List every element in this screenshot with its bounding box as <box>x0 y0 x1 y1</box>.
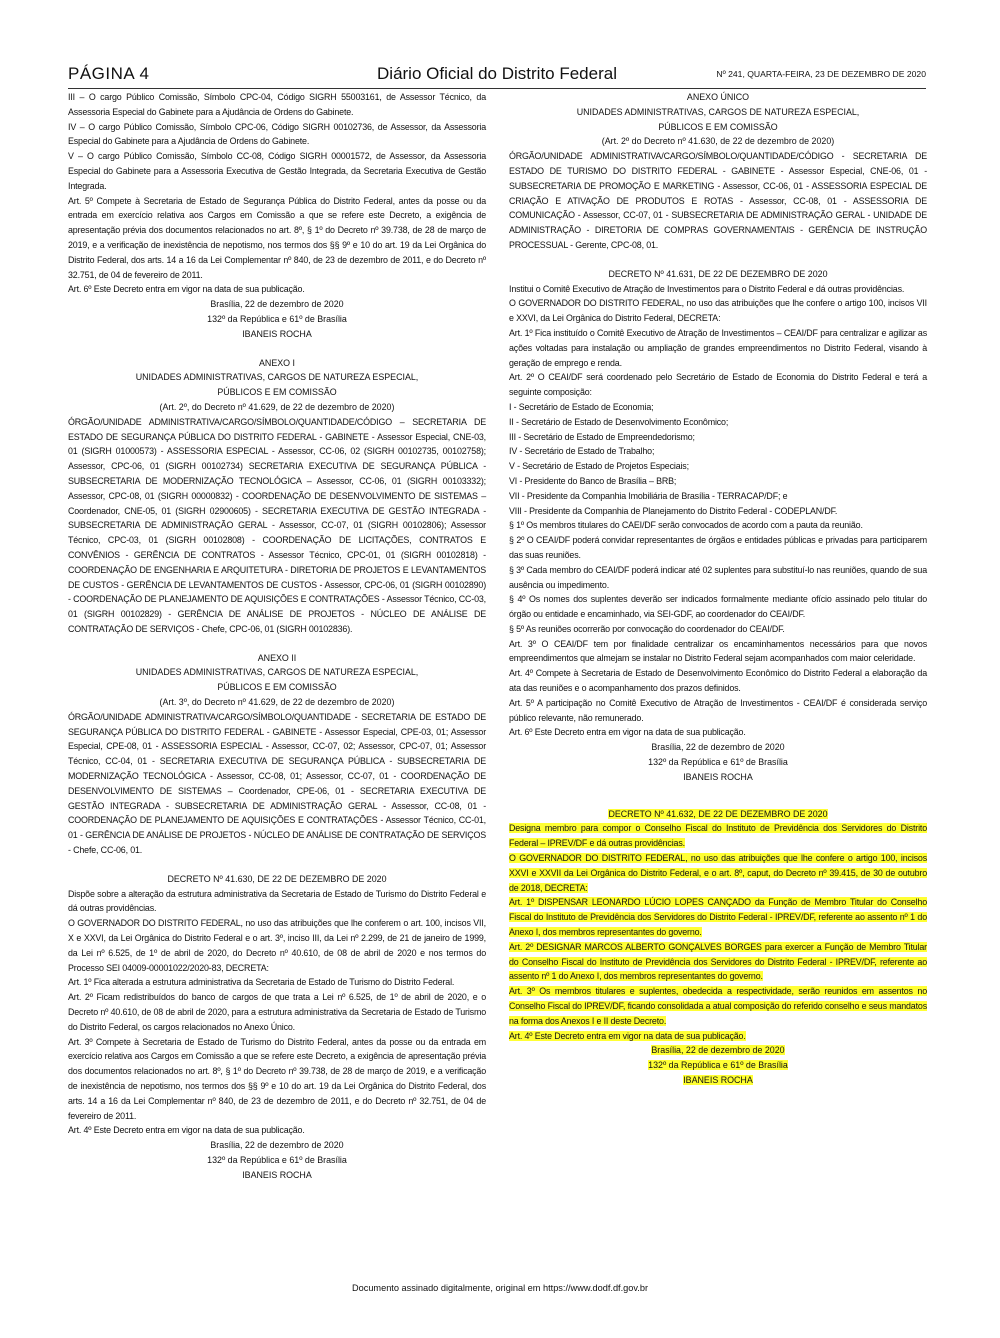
paragraph: Institui o Comitê Executivo de Atração de Investimentos para o Distrito Federal e dá outras providências. <box>509 283 905 294</box>
signature-name: IBANEIS ROCHA <box>242 328 312 339</box>
list-item: V - Secretário de Estado de Projetos Especiais; <box>509 461 689 472</box>
page-number: PÁGINA 4 <box>68 64 150 83</box>
signature-name <box>509 1073 927 1088</box>
annex-body: ÓRGÃO/UNIDADE ADMINISTRATIVA/CARGO/SÍMBOLO/QUANTIDADE/CÓDIGO - SECRETARIA DE ESTADO DE TURISMO DO DISTRITO FEDERAL - GABINETE - Assessor Especial, CNE-06, 01 - SUBSECRETARIA DE PROMOÇÃO E MARKETING - Assessor, CC-06, 01 - ASSESSORIA ESPECIAL DE CRIAÇÃO E ATIVAÇÃO DE PRODUTOS E ROTAS - Assessor, CC-08, 01 - ASSESSORIA DE COMUNICAÇÃO - Assessor, CC-07, 01 - SUBSECRETARIA DE ADMINISTRAÇÃO GERAL - UNIDADE DE ADMINISTRAÇÃO - DIRETORIA DE COMPRAS GOVERNAMENTAIS - GERÊNCIA DE INSTRUÇÃO PROCESSUAL - Gerente, CPC-08, 01. <box>509 151 927 250</box>
paragraph: § 4º Os nomes dos suplentes deverão ser indicados formalmente mediante ofício assinado pelo titular do órgão ou entidade e encaminhado, via SEI-GDF, ao coordenador do CEAI/DF. <box>509 594 927 620</box>
signature-place-date: Brasília, 22 de dezembro de 2020 <box>651 742 785 753</box>
signature-place-date: Brasília, 22 de dezembro de 2020 <box>210 299 344 310</box>
paragraph: Art. 6º Este Decreto entra em vigor na data de sua publicação. <box>68 284 305 295</box>
highlighted-text: Art. 4º Este Decreto entra em vigor na data de sua publicação. <box>509 1030 746 1041</box>
right-column <box>509 90 927 1088</box>
annex-reference: (Art. 3º, do Decreto nº 41.629, de 22 de dezembro de 2020) <box>159 697 395 708</box>
annex-body: ÓRGÃO/UNIDADE ADMINISTRATIVA/CARGO/SÍMBOLO/QUANTIDADE/CÓDIGO – SECRETARIA DE ESTADO DE SEGURANÇA PÚBLICA DO DISTRITO FEDERAL - GABINETE - Assessor Especial, CNE-03, 01 (SIGRH 01000573) - ASSESSORIA ESPECIAL - Assessor, CC-06, 02 (SIGRH 00102735, 00102758); Assessor, CPC-06, 01 (SIGRH 00102734) SECRETARIA EXECUTIVA DE SEGURANÇA PÚBLICA - SUBSECRETARIA DE MODERNIZAÇÃO TECNOLÓGICA – Assessor, CC-06, 01 (SIGRH 00103332); Assessor, CPC-08, 01 (SIGRH 00000832) - COORDENAÇÃO DE DESENVOLVIMENTO DE SISTEMAS – Coordenador, CNE-05, 01 (SIGRH 02900605) - SECRETARIA EXECUTIVA DE GESTÃO INTEGRADA - SUBSECRETARIA DE ADMINISTRAÇÃO GERAL - Assessor, CC-07, 01 (SIGRH 00102806); Assessor Técnico, CPC-03, 01 (SIGRH 00102808) - COORDENAÇÃO DE LICITAÇÕES, CONTRATOS E CONVÊNIOS - GERÊNCIA DE CONTRATOS - Assessor Técnico, CPC-01, 01 (SIGRH 00102818) - COORDENAÇÃO DE ENGENHARIA E ARQUITETURA - DIRETORIA DE PROJETOS E LEVANTAMENTOS DE CUSTOS - GERÊNCIA DE LEVANTAMENTOS DE CUSTOS - Assessor, CPC-06, 01 (SIGRH 00102890) - COORDENAÇÃO DE PLANEJAMENTO DE AQUISIÇÕES E CONTRATAÇÕES - Assessor Técnico, CC-03, 01 (SIGRH 00102829) - GERÊNCIA DE ANÁLISE DE PROJETOS - NÚCLEO DE ANÁLISE DE CONTRATAÇÃO DE SERVIÇOS - Chefe, CPC-06, 01 (SIGRH 00102836). <box>68 416 486 634</box>
paragraph: Dispõe sobre a alteração da estrutura administrativa da Secretaria de Estado de Turismo do Distrito Federal e dá outras providências. <box>68 888 486 914</box>
left-column <box>68 90 486 1183</box>
signature-era: 132º da República e 61º de Brasília <box>207 1154 347 1165</box>
paragraph: O GOVERNADOR DO DISTRITO FEDERAL, no uso das atribuições que lhe conferem o art. 100, incisos VII, X e XXVI, da Lei Orgânica do Distrito Federal e o art. 3º, inciso III, da Lei nº 2.299, de 21 de janeiro de 1999, da Lei nº 6.525, de 1º de abril de 2020, do Decreto nº 40.610, de 08 de abril de 2020 e nos termos do Processo SEI 04009-00001022/2020-83, DECRETA: <box>68 918 486 973</box>
highlighted-paragraph <box>509 940 927 984</box>
signature-era: 132º da República e 61º de Brasília <box>207 313 347 324</box>
decree-title <box>509 807 927 822</box>
signature-place-date <box>509 1043 927 1058</box>
paragraph: O GOVERNADOR DO DISTRITO FEDERAL, no uso das atribuições que lhe confere o artigo 100, incisos VII e XXVI, da Lei Orgânica do Distrito Federal, DECRETA: <box>509 298 927 324</box>
highlighted-text: IBANEIS ROCHA <box>683 1075 753 1085</box>
annex-title: ANEXO ÚNICO <box>686 92 750 102</box>
paragraph: § 5º As reuniões ocorrerão por convocação do coordenador do CEAI/DF. <box>509 623 785 634</box>
paragraph: Art. 1º Fica alterada a estrutura administrativa da Secretaria de Estado de Turismo do Distrito Federal. <box>68 977 455 988</box>
highlighted-text: DECRETO Nº 41.632, DE 22 DE DEZEMBRO DE 2020 <box>608 808 828 819</box>
annex-title: ANEXO II <box>257 652 297 663</box>
paragraph: § 3º Cada membro do CEAI/DF poderá indicar até 02 suplentes para substituí-lo nas reuniões, quando de sua ausência ou impedimento. <box>509 564 927 590</box>
paragraph: Art. 5º A participação no Comitê Executivo de Atração de Investimentos - CEAI/DF é considerada serviço público relevante, não remunerado. <box>509 697 927 723</box>
highlighted-text: Art. 1º DISPENSAR LEONARDO LÚCIO LOPES CANÇADO da Função de Membro Titular do Conselho Fiscal do Instituto de Previdência dos Servidores do Distrito Federal - IPREV/DF, referente ao assento nº 1 do Anexo I, dos membros representantes do governo. <box>509 897 927 938</box>
signature-place-date: Brasília, 22 de dezembro de 2020 <box>210 1140 344 1151</box>
list-item: IV - Secretário de Estado de Trabalho; <box>509 446 655 457</box>
paragraph: § 1º Os membros titulares do CAEI/DF serão convocados de acordo com a pauta da reunião. <box>509 520 863 531</box>
paragraph: Art. 4º Este Decreto entra em vigor na data de sua publicação. <box>68 1125 305 1136</box>
signature-name: IBANEIS ROCHA <box>242 1169 312 1180</box>
highlighted-text: Brasília, 22 de dezembro de 2020 <box>651 1045 785 1056</box>
annex-reference: (Art. 2º do Decreto nº 41.630, de 22 de dezembro de 2020) <box>601 136 835 147</box>
paragraph: IV – O cargo Público Comissão, Símbolo CPC-06, Código SIGRH 00102736, de Assessor, da Assessoria Especial do Gabinete para a Ajudância de Ordens do Gabinete. <box>68 121 486 147</box>
highlighted-text: O GOVERNADOR DO DISTRITO FEDERAL, no uso das atribuições que lhe confere o artigo 100, incisos XXVI e XXVII da Lei Orgânica do Distrito Federal, e o art. 8º, caput, do Decreto nº 39.415, de 30 de outubro de 2018, DECRETA: <box>509 853 927 893</box>
paragraph: Art. 5º Compete à Secretaria de Estado de Segurança Pública do Distrito Federal, antes da posse ou da entrada em exercício relativa aos Cargos em Comissão a que se refere este Decreto, a exigência de apresentação prévia dos documentos relacionados no art. 8º, § 1º do Decreto nº 39.738, de 28 de março de 2019, e a verificação de inexistência de nepotismo, nos termos dos §§ 9º e 10 do art. 19 da Lei Orgânica do Distrito Federal, dos arts. 14 a 16 da Lei Complementar nº 840, de 23 de dezembro de 2011, e do Decreto nº 32.751, de 04 de fevereiro de 2011. <box>68 195 486 280</box>
header-rule <box>68 88 926 89</box>
annex-body: ÓRGÃO/UNIDADE ADMINISTRATIVA/CARGO/SÍMBOLO/QUANTIDADE - SECRETARIA DE ESTADO DE SEGURANÇA PÚBLICA DO DISTRITO FEDERAL - GABINETE - Assessor Especial, CPE-03, 01; Assessor Especial, CPE-08, 01 - ASSESSORIA ESPECIAL - Assessor, CC-07, 02; Assessor, CPC-07, 01; Assessor Técnico, CC-04, 01 - SECRETARIA EXECUTIVA DE SEGURANÇA PÚBLICA - SUBSECRETARIA DE MODERNIZAÇÃO TECNOLÓGICA - Assessor, CC-08, 01; Assessor, CC-07, 01 - COORDENAÇÃO DE DESENVOLVIMENTO DE SISTEMAS – Coordenador, CPE-06, 01 - SECRETARIA EXECUTIVA DE GESTÃO INTEGRADA - SUBSECRETARIA DE ADMINISTRAÇÃO GERAL - Assessor, CC-08, 01 - COORDENAÇÃO DE PLANEJAMENTO DE AQUISIÇÕES E CONTRATAÇÕES - Assessor Técnico, CC-01, 01 - GERÊNCIA DE ANÁLISE DE PROJETOS - NÚCLEO DE ANÁLISE DE CONTRATAÇÃO DE SERVIÇOS - Chefe, CC-06, 01. <box>68 711 486 856</box>
list-item: I - Secretário de Estado de Economia; <box>509 401 654 412</box>
annex-reference: (Art. 2º, do Decreto nº 41.629, de 22 de dezembro de 2020) <box>159 401 395 412</box>
list-item: VI - Presidente do Banco de Brasília – BRB; <box>509 475 677 486</box>
paragraph: Art. 3º Compete à Secretaria de Estado de Turismo do Distrito Federal, antes da posse ou da entrada em exercício relativa aos Cargos em Comissão a que se refere este Decreto, a exigência de apresentação prévia dos documentos relacionados no art. 8º, § 1º do Decreto nº 39.738, de 28 de março de 2019, e a verificação de inexistência de nepotismo, nos termos dos §§ 9º e 10 do art. 19 da Lei Orgânica do Distrito Federal, dos arts. 14 a 16 da Lei Complementar nº 840, de 23 de dezembro de 2011, e do Decreto nº 32.751, de 04 de fevereiro de 2011. <box>68 1036 486 1121</box>
signature-name: IBANEIS ROCHA <box>683 771 753 782</box>
decree-title: DECRETO Nº 41.630, DE 22 DE DEZEMBRO DE 2020 <box>167 873 387 884</box>
paragraph: Art. 2º Ficam redistribuídos do banco de cargos de que trata a Lei nº 6.525, de 1º de abril de 2020, e o Decreto nº 40.610, de 08 de abril de 2020, para a estrutura administrativa da Secretaria de Estado de Turismo do Distrito Federal, os cargos relacionados no Anexo Único. <box>68 992 486 1032</box>
highlighted-text: Designa membro para compor o Conselho Fiscal do Instituto de Previdência dos Servidores do Distrito Federal – IPREV/DF e dá outras providências. <box>509 823 927 849</box>
paragraph: V – O cargo Público Comissão, Símbolo CC-08, Código SIGRH 00001572, de Assessor, da Assessoria Especial do Gabinete para a Assessoria Executiva de Gestão Integrada, da Secretaria Executiva de Gestão Integrada. <box>68 151 486 191</box>
paragraph: Art. 2º O CEAI/DF será coordenado pelo Secretário de Estado de Economia do Distrito Federal e terá a seguinte composição: <box>509 372 927 398</box>
annex-subtitle: UNIDADES ADMINISTRATIVAS, CARGOS DE NATUREZA ESPECIAL, <box>135 372 419 383</box>
annex-subtitle: UNIDADES ADMINISTRATIVAS, CARGOS DE NATUREZA ESPECIAL, <box>576 106 860 117</box>
annex-subtitle: UNIDADES ADMINISTRATIVAS, CARGOS DE NATUREZA ESPECIAL, <box>135 667 419 678</box>
page-footer: Documento assinado digitalmente, original em https://www.dodf.df.gov.br <box>351 1283 649 1293</box>
paragraph: Art. 1º Fica instituído o Comitê Executivo de Atração de Investimentos – CEAI/DF para centralizar e agilizar as ações voltadas para instalação ou ampliação de grandes empreendimentos no Distrito Federal, visando à geração de emprego e renda. <box>509 327 927 368</box>
paragraph: Art. 6º Este Decreto entra em vigor na data de sua publicação. <box>509 727 746 738</box>
highlighted-paragraph <box>509 851 927 895</box>
highlighted-text: Art. 2º DESIGNAR MARCOS ALBERTO GONÇALVES BORGES para exercer a Função de Membro Titular do Conselho Fiscal do Instituto de Previdência dos Servidores do Distrito Federal - IPREV/DF, referente ao assento nº 1 do Anexo I, dos membros representantes do governo. <box>509 941 927 982</box>
issue-info: Nº 241, QUARTA-FEIRA, 23 DE DEZEMBRO DE 2020 <box>716 69 926 79</box>
annex-subtitle: PÚBLICOS E EM COMISSÃO <box>217 387 337 398</box>
paragraph: Art. 3º O CEAI/DF tem por finalidade centralizar os encaminhamentos necessários para que novos empreendimentos que almejam se instalar no Distrito Federal sejam acompanhados com maior celeridade. <box>509 638 927 664</box>
signature-era <box>509 1058 927 1073</box>
list-item: II - Secretário de Estado de Desenvolvimento Econômico; <box>509 416 729 427</box>
signature-era: 132º da República e 61º de Brasília <box>648 757 788 768</box>
paragraph: III – O cargo Público Comissão, Símbolo CPC-04, Código SIGRH 55003161, de Assessor Técnico, da Assessoria Especial do Gabinete para a Ajudância de Ordens do Gabinete. <box>68 92 486 117</box>
journal-title: Diário Oficial do Distrito Federal <box>377 64 617 83</box>
decree-title: DECRETO Nº 41.631, DE 22 DE DEZEMBRO DE 2020 <box>608 268 828 279</box>
list-item: III - Secretário de Estado de Empreendedorismo; <box>509 431 695 442</box>
paragraph: Art. 4º Compete à Secretaria de Estado de Desenvolvimento Econômico do Distrito Federal a elaboração da ata das reuniões e o acompanhamento dos prazos definidos. <box>509 668 927 694</box>
highlighted-paragraph <box>509 821 927 851</box>
annex-title: ANEXO I <box>258 357 295 368</box>
paragraph: § 2º O CEAI/DF poderá convidar representantes de órgãos e entidades públicas e privadas para participarem das suas reuniões. <box>509 535 927 560</box>
list-item: VIII - Presidente da Companhia de Planejamento do Distrito Federal - CODEPLAN/DF. <box>509 505 838 516</box>
list-item: VII - Presidente da Companhia Imobiliária de Brasília - TERRACAP/DF; e <box>509 490 788 501</box>
annex-subtitle: PÚBLICOS E EM COMISSÃO <box>658 121 778 132</box>
highlighted-text: 132º da República e 61º de Brasília <box>648 1060 788 1071</box>
highlighted-paragraph <box>509 895 927 939</box>
page-header <box>68 64 926 88</box>
highlighted-paragraph <box>509 1029 927 1044</box>
highlighted-text: Art. 3º Os membros titulares e suplentes, obedecida a respectividade, serão reunidos em assentos no Conselho Fiscal do IPREV/DF, ficando consolidada a atual composição do referido conselho e seus mandatos na forma dos Anexos I e II deste Decreto. <box>509 986 927 1026</box>
highlighted-paragraph <box>509 984 927 1028</box>
annex-subtitle: PÚBLICOS E EM COMISSÃO <box>217 682 337 693</box>
